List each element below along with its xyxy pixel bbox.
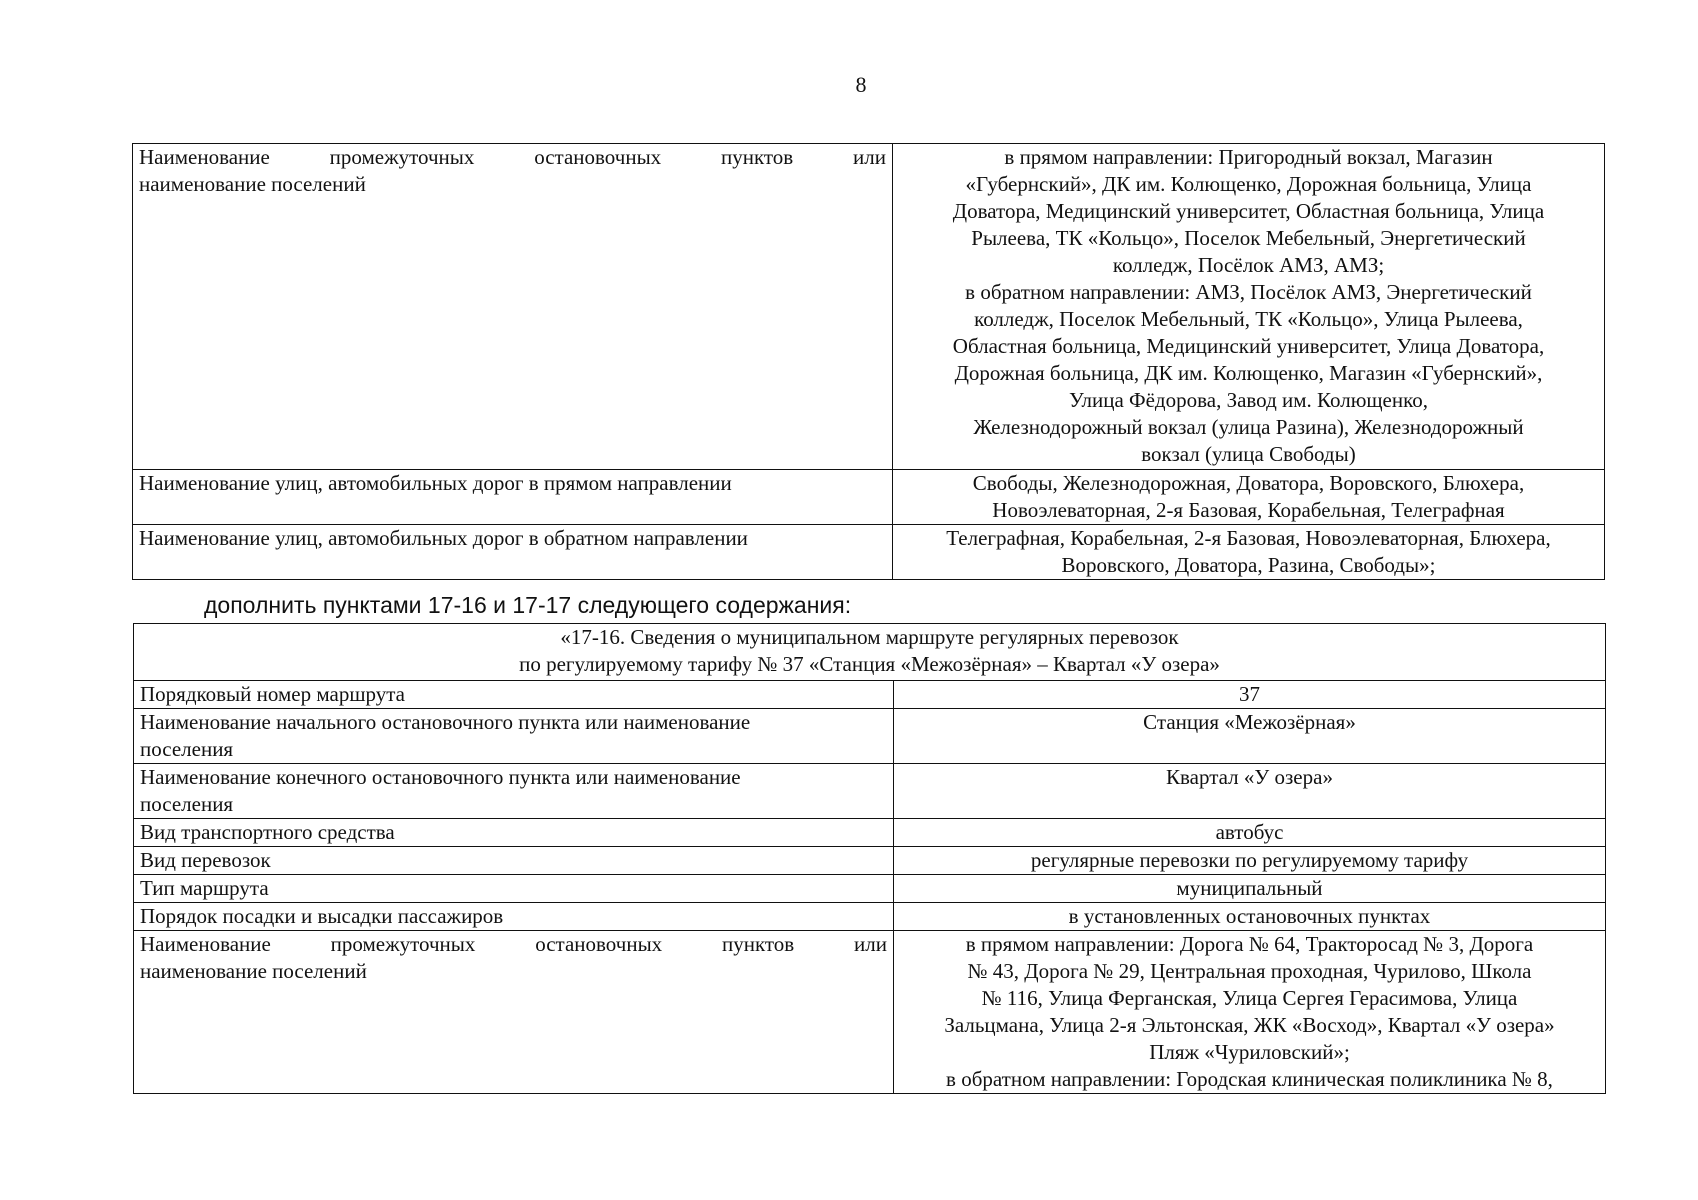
value-line: колледж, Поселок Мебельный, ТК «Кольцо», Улица Рылеева,	[974, 307, 1523, 331]
value-line: колледж, Посёлок АМЗ, АМЗ;	[1112, 253, 1385, 277]
value-line: Свободы, Железнодорожная, Доватора, Воровского, Блюхера,	[972, 471, 1525, 495]
value-line: Железнодорожный вокзал (улица Разина), Железнодорожный	[973, 415, 1524, 439]
row-value	[894, 681, 1606, 709]
title-line: «17-16. Сведения о муниципальном маршруте регулярных перевозок	[560, 625, 1179, 649]
row-label	[134, 764, 894, 819]
page-number: 8	[855, 72, 867, 97]
row-label	[133, 470, 893, 525]
value-line: в установленных остановочных пунктах	[1068, 904, 1431, 928]
title-line: по регулируемому тарифу № 37 «Станция «Межозёрная» – Квартал «У озера»	[519, 652, 1220, 676]
table-title-row	[134, 624, 1606, 681]
table-row	[133, 470, 1605, 525]
label-line: Наименование улиц, автомобильных дорог в обратном направлении	[139, 526, 748, 550]
row-value	[894, 819, 1606, 847]
label-line: Наименование конечного остановочного пункта или наименование	[140, 765, 741, 789]
row-label	[134, 709, 894, 764]
label-line: Наименование промежуточных остановочных пунктов или	[139, 145, 886, 169]
amendment-intro-text: дополнить пунктами 17-16 и 17-17 следующего содержания:	[204, 592, 852, 618]
row-label	[134, 819, 894, 847]
row-label	[134, 875, 894, 903]
table-row	[134, 709, 1606, 764]
value-line: Зальцмана, Улица 2-я Эльтонская, ЖК «Восход», Квартал «У озера»	[944, 1013, 1555, 1037]
table-row	[133, 525, 1605, 580]
table-row	[133, 144, 1605, 470]
row-value	[894, 931, 1606, 1094]
label-line: Наименование начального остановочного пункта или наименование	[140, 710, 751, 734]
label-line: Вид транспортного средства	[140, 820, 395, 844]
row-label	[133, 144, 893, 470]
row-label	[133, 525, 893, 580]
label-line: Наименование промежуточных остановочных пунктов или	[140, 932, 887, 956]
value-line: Станция «Межозёрная»	[1143, 710, 1356, 734]
label-line: наименование поселений	[140, 959, 367, 983]
value-line: Улица Фёдорова, Завод им. Колющенко,	[1068, 388, 1429, 412]
table-row	[134, 875, 1606, 903]
value-line: «Губернский», ДК им. Колющенко, Дорожная больница, Улица	[965, 172, 1532, 196]
route-37-table	[133, 623, 1606, 1094]
value-line: № 43, Дорога № 29, Центральная проходная, Чурилово, Школа	[967, 959, 1532, 983]
table-row	[134, 847, 1606, 875]
value-line: Дорожная больница, ДК им. Колющенко, Магазин «Губернский»,	[954, 361, 1543, 385]
row-label	[134, 931, 894, 1094]
row-value	[893, 525, 1605, 580]
row-value	[894, 875, 1606, 903]
route-table-continued	[132, 143, 1605, 580]
value-line: Рылеева, ТК «Кольцо», Поселок Мебельный, Энергетический	[971, 226, 1526, 250]
value-line: Областная больница, Медицинский университет, Улица Доватора,	[952, 334, 1545, 358]
label-line: Наименование улиц, автомобильных дорог в прямом направлении	[139, 471, 732, 495]
table-row	[134, 903, 1606, 931]
row-value	[894, 764, 1606, 819]
value-line: в обратном направлении: АМЗ, Посёлок АМЗ, Энергетический	[965, 280, 1532, 304]
table-row	[134, 819, 1606, 847]
label-line: Порядок посадки и высадки пассажиров	[140, 904, 504, 928]
value-line: Доватора, Медицинский университет, Областная больница, Улица	[952, 199, 1545, 223]
label-line: поселения	[140, 792, 234, 816]
table-row	[134, 764, 1606, 819]
value-line: Воровского, Доватора, Разина, Свободы»;	[1061, 553, 1436, 577]
table-row	[134, 681, 1606, 709]
label-line: Порядковый номер маршрута	[140, 682, 405, 706]
label-line: Вид перевозок	[140, 848, 271, 872]
value-line: Телеграфная, Корабельная, 2-я Базовая, Новоэлеваторная, Блюхера,	[946, 526, 1551, 550]
value-line: Пляж «Чуриловский»;	[1149, 1040, 1350, 1064]
row-value	[893, 144, 1605, 470]
label-line: Тип маршрута	[140, 876, 269, 900]
row-label	[134, 903, 894, 931]
row-value	[894, 709, 1606, 764]
value-line: в прямом направлении: Пригородный вокзал, Магазин	[1004, 145, 1493, 169]
value-line: автобус	[1215, 820, 1284, 844]
value-line: в прямом направлении: Дорога № 64, Тракторосад № 3, Дорога	[965, 932, 1534, 956]
value-line: 37	[1239, 682, 1260, 706]
value-line: Квартал «У озера»	[1166, 765, 1333, 789]
value-line: регулярные перевозки по регулируемому тарифу	[1030, 848, 1469, 872]
row-label	[134, 847, 894, 875]
value-line: в обратном направлении: Городская клиническая поликлиника № 8,	[946, 1067, 1553, 1091]
value-line: Новоэлеваторная, 2-я Базовая, Корабельная, Телеграфная	[992, 498, 1505, 522]
label-line: наименование поселений	[139, 172, 366, 196]
row-value	[894, 847, 1606, 875]
value-line: вокзал (улица Свободы)	[1141, 442, 1356, 466]
label-line: поселения	[140, 737, 234, 761]
table-title	[134, 624, 1606, 681]
row-value	[894, 903, 1606, 931]
row-value	[893, 470, 1605, 525]
value-line: муниципальный	[1176, 876, 1323, 900]
row-label	[134, 681, 894, 709]
table-row	[134, 931, 1606, 1094]
value-line: № 116, Улица Ферганская, Улица Сергея Герасимова, Улица	[981, 986, 1518, 1010]
